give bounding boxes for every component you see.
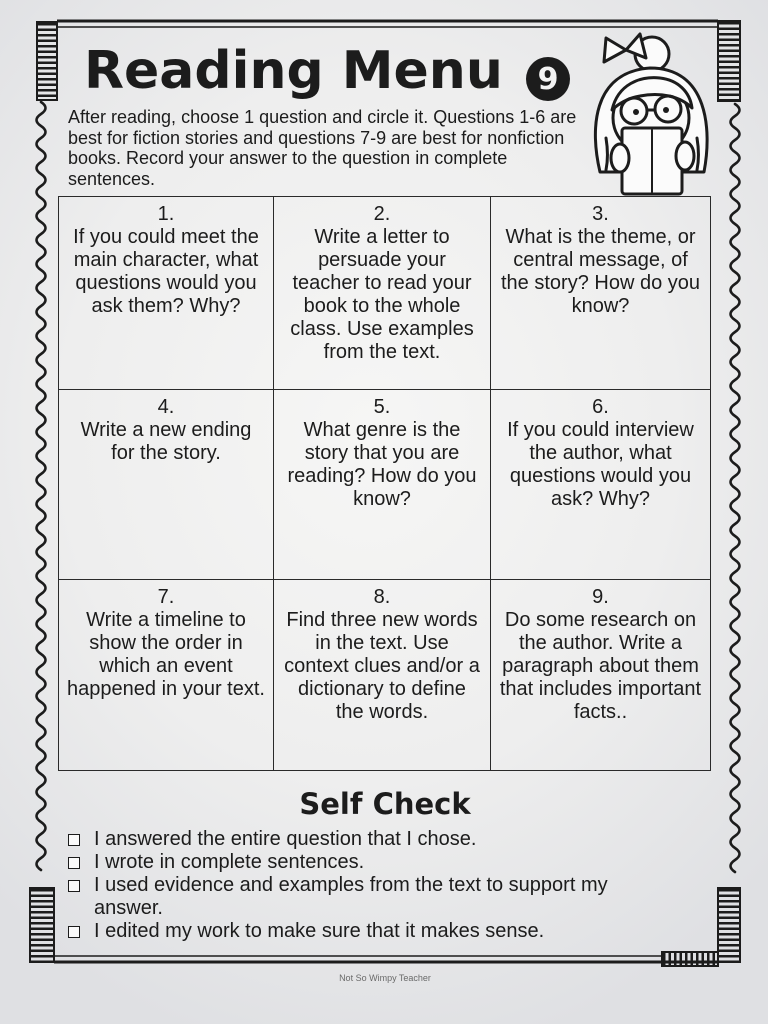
- question-cell-7: [59, 580, 274, 771]
- checkbox-icon: [68, 857, 80, 869]
- question-text: What is the theme, or central message, of the story? How do you know?: [501, 226, 700, 317]
- question-cell-3: [491, 197, 711, 390]
- corner-top-left-stripes: [37, 22, 57, 100]
- self-check-item: [68, 828, 680, 851]
- menu-number: 9: [537, 61, 559, 97]
- checkbox-icon: [68, 926, 80, 938]
- question-text: Write a new ending for the story.: [80, 419, 252, 464]
- self-check-item-text: I used evidence and examples from the text to support my answer.: [94, 874, 608, 919]
- question-text: If you could interview the author, what questions would you ask? Why?: [507, 419, 694, 510]
- corner-bottom-left-stripes: [30, 888, 54, 962]
- menu-number-badge: [526, 57, 570, 101]
- self-check-heading: Self Check: [299, 787, 471, 821]
- question-grid: [58, 196, 711, 771]
- question-number: 2.: [373, 203, 391, 225]
- question-number: 3.: [592, 203, 609, 225]
- footer-credit: Not So Wimpy Teacher: [339, 973, 431, 983]
- question-number: 5.: [373, 396, 391, 418]
- self-check-item: [68, 874, 680, 920]
- question-text: Write a letter to persuade your teacher to read your book to the whole class. Use examples from the text.: [290, 226, 474, 363]
- self-check-item-text: I wrote in complete sentences.: [94, 851, 365, 873]
- question-text: Find three new words in the text. Use context clues and/or a dictionary to define the words.: [284, 609, 480, 723]
- question-text: Do some research on the author. Write a paragraph about them that includes important facts..: [499, 609, 702, 723]
- left-hand: [611, 144, 629, 172]
- left-eye: [633, 109, 639, 115]
- question-number: 7.: [157, 586, 175, 608]
- question-number: 9.: [592, 586, 609, 608]
- wavy-border-left: [37, 102, 46, 870]
- self-check-item: [68, 851, 680, 874]
- question-cell-1: [59, 197, 274, 390]
- question-number: 1.: [157, 203, 175, 225]
- corner-top-right-stripes: [718, 21, 740, 101]
- question-text: What genre is the story that you are reading? How do you know?: [287, 419, 477, 510]
- question-cell-4: [59, 390, 274, 580]
- question-cell-9: [491, 580, 711, 771]
- wavy-border-right: [731, 104, 740, 872]
- question-cell-6: [491, 390, 711, 580]
- self-check-list: [68, 828, 680, 943]
- instructions-text: After reading, choose 1 question and circle it. Questions 1-6 are best for fiction stories and questions 7-9 are best for nonfiction books. Record your answer to the question in complete sentences.: [68, 107, 577, 189]
- right-hand: [676, 142, 694, 170]
- page-title: Reading Menu: [84, 41, 503, 101]
- self-check-item-text: I edited my work to make sure that it makes sense.: [94, 920, 545, 942]
- self-check-item: [68, 920, 680, 943]
- right-eye: [663, 107, 669, 113]
- question-number: 8.: [373, 586, 391, 608]
- question-cell-8: [274, 580, 491, 771]
- question-number: 6.: [592, 396, 609, 418]
- checkbox-icon: [68, 880, 80, 892]
- question-cell-5: [274, 390, 491, 580]
- girl-reading-book-icon: [595, 34, 707, 194]
- checkbox-icon: [68, 834, 80, 846]
- question-text: If you could meet the main character, what questions would you ask them? Why?: [73, 226, 259, 317]
- question-text: Write a timeline to show the order in which an event happened in your text.: [67, 609, 265, 700]
- self-check-item-text: I answered the entire question that I chose.: [94, 828, 477, 850]
- question-number: 4.: [157, 396, 175, 418]
- corner-box: [37, 22, 57, 100]
- question-cell-2: [274, 197, 491, 390]
